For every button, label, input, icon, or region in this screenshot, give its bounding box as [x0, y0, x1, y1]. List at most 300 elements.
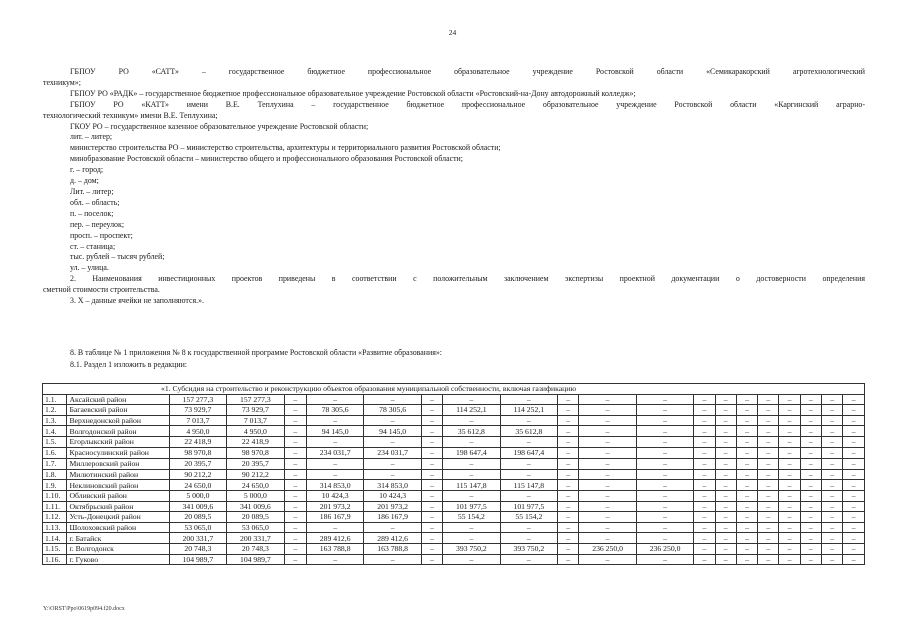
table-row: [43, 459, 865, 470]
table-cell: –: [715, 501, 736, 512]
table-cell: –: [421, 415, 442, 426]
table-cell: –: [715, 459, 736, 470]
table-cell: –: [715, 405, 736, 416]
table-cell: –: [715, 436, 736, 447]
table-cell: –: [421, 554, 442, 565]
table-cell: 236 250,0: [636, 543, 693, 554]
table-cell: –: [800, 415, 821, 426]
table-cell: –: [736, 459, 757, 470]
table-cell: –: [579, 490, 636, 501]
table-cell: –: [800, 512, 821, 523]
table-cell: –: [636, 533, 693, 544]
table-cell: –: [306, 554, 363, 565]
text-line: сметной стоимости строительства.: [43, 285, 160, 295]
table-cell: 98 970,8: [169, 447, 226, 459]
table-cell: –: [821, 522, 842, 533]
table-cell: –: [500, 436, 557, 447]
text-line: ГБПОУ РО «КАТТ» имени В.Е. Теплухина – государственное бюджетное профессиональное образовательное учреждение Ростовской области «Каргинский аграрно-: [70, 99, 865, 109]
text-line: Лит. – литер;: [70, 186, 114, 196]
table-cell: –: [558, 426, 579, 437]
table-cell: –: [579, 426, 636, 437]
table-cell: –: [558, 405, 579, 416]
table-cell: 341 009,6: [227, 501, 284, 512]
table-cell: –: [421, 469, 442, 480]
table-cell: –: [843, 436, 865, 447]
table-cell: –: [579, 522, 636, 533]
table-cell: –: [421, 522, 442, 533]
table-cell: –: [694, 543, 715, 554]
table-cell: –: [636, 415, 693, 426]
table-cell: 20 395,7: [227, 459, 284, 470]
table-cell: –: [421, 512, 442, 523]
table-cell: –: [284, 469, 306, 480]
table-row: [43, 426, 865, 437]
table-cell: –: [715, 480, 736, 491]
table-cell: –: [636, 405, 693, 416]
table-cell: –: [694, 394, 715, 405]
table-cell: –: [364, 469, 421, 480]
table-cell: –: [736, 543, 757, 554]
table-cell: 24 650,0: [227, 480, 284, 491]
table-cell: 20 089,5: [169, 512, 226, 523]
table-cell: –: [800, 405, 821, 416]
table-cell: –: [758, 512, 779, 523]
table-cell: –: [800, 480, 821, 491]
table-cell: 201 973,2: [306, 501, 363, 512]
table-cell: –: [758, 415, 779, 426]
table-cell: 163 788,8: [306, 543, 363, 554]
table-cell: –: [800, 501, 821, 512]
table-row: [43, 394, 865, 405]
table-cell: –: [284, 415, 306, 426]
table-cell: 24 650,0: [169, 480, 226, 491]
table-cell: –: [758, 469, 779, 480]
table-cell: 90 212,2: [227, 469, 284, 480]
table-cell: –: [821, 447, 842, 459]
table-cell: 234 031,7: [306, 447, 363, 459]
table-cell: –: [843, 490, 865, 501]
text-line: технологический техникум» имени В.Е. Теплухина;: [43, 110, 218, 120]
table-cell: 7 013,7: [169, 415, 226, 426]
table-cell: –: [636, 436, 693, 447]
table-cell: –: [284, 533, 306, 544]
table-cell: –: [843, 459, 865, 470]
table-cell: –: [843, 512, 865, 523]
row-number: 1.5.: [43, 436, 67, 447]
table-cell: –: [364, 394, 421, 405]
table-cell: 35 612,8: [500, 426, 557, 437]
row-number: 1.1.: [43, 394, 67, 405]
table-cell: 5 000,0: [227, 490, 284, 501]
table-cell: –: [284, 554, 306, 565]
table-cell: 234 031,7: [364, 447, 421, 459]
table-cell: –: [636, 447, 693, 459]
table-cell: –: [636, 512, 693, 523]
table-cell: –: [821, 426, 842, 437]
row-number: 1.15.: [43, 543, 67, 554]
table-cell: –: [715, 554, 736, 565]
table-row: [43, 436, 865, 447]
table-cell: –: [821, 554, 842, 565]
table-cell: –: [579, 512, 636, 523]
file-path-footer: Y:\ORST\Ppo\0619p094.f20.docx: [43, 606, 125, 612]
table-cell: –: [779, 436, 800, 447]
table-row: [43, 522, 865, 533]
table-cell: –: [500, 522, 557, 533]
row-number: 1.10.: [43, 490, 67, 501]
table-cell: –: [364, 522, 421, 533]
table-cell: –: [558, 522, 579, 533]
table-cell: 20 748,3: [227, 543, 284, 554]
table-cell: –: [636, 554, 693, 565]
table-cell: 73 929,7: [169, 405, 226, 416]
table-cell: –: [736, 415, 757, 426]
table-cell: –: [579, 501, 636, 512]
table-cell: –: [558, 554, 579, 565]
text-line: 8. В таблице № 1 приложения № 8 к государственной программе Ростовской области «Развитие образования»:: [70, 348, 442, 357]
table-cell: –: [758, 501, 779, 512]
table-cell: –: [306, 469, 363, 480]
table-cell: –: [715, 533, 736, 544]
table-cell: –: [421, 480, 442, 491]
text-line: пер. – переулок;: [70, 219, 125, 229]
table-row: [43, 501, 865, 512]
table-cell: –: [694, 459, 715, 470]
table-cell: –: [779, 501, 800, 512]
table-cell: –: [843, 543, 865, 554]
row-number: 1.4.: [43, 426, 67, 437]
table-cell: 157 277,3: [227, 394, 284, 405]
table-cell: 115 147,8: [500, 480, 557, 491]
table-cell: –: [443, 394, 500, 405]
table-cell: –: [443, 522, 500, 533]
table-cell: –: [306, 459, 363, 470]
table-cell: 163 788,8: [364, 543, 421, 554]
table-cell: 10 424,3: [306, 490, 363, 501]
text-line: д. – дом;: [70, 176, 99, 186]
table-cell: –: [694, 480, 715, 491]
table-cell: –: [284, 543, 306, 554]
table-cell: –: [306, 522, 363, 533]
table-cell: 94 145,0: [364, 426, 421, 437]
row-number: 1.8.: [43, 469, 67, 480]
row-number: 1.9.: [43, 480, 67, 491]
table-cell: 157 277,3: [169, 394, 226, 405]
table-cell: –: [800, 543, 821, 554]
table-cell: –: [758, 394, 779, 405]
municipality-name: Аксайский район: [67, 394, 169, 405]
table-cell: 104 989,7: [169, 554, 226, 565]
table-cell: –: [758, 426, 779, 437]
table-cell: –: [779, 405, 800, 416]
table-cell: –: [779, 554, 800, 565]
table-cell: –: [843, 447, 865, 459]
table-cell: –: [558, 543, 579, 554]
table-cell: –: [800, 554, 821, 565]
table-cell: –: [758, 522, 779, 533]
row-number: 1.2.: [43, 405, 67, 416]
table-cell: –: [779, 426, 800, 437]
table-cell: –: [636, 394, 693, 405]
text-line: просп. – проспект;: [70, 230, 133, 240]
table-cell: –: [284, 405, 306, 416]
table-cell: –: [758, 480, 779, 491]
table-cell: –: [800, 436, 821, 447]
text-line: п. – поселок;: [70, 208, 114, 218]
table-cell: 55 154,2: [443, 512, 500, 523]
table-cell: –: [579, 436, 636, 447]
table-row: [43, 554, 865, 565]
table-cell: –: [800, 490, 821, 501]
table-cell: –: [736, 480, 757, 491]
table-cell: 101 977,5: [443, 501, 500, 512]
table-cell: –: [443, 459, 500, 470]
table-cell: –: [821, 459, 842, 470]
table-cell: –: [421, 501, 442, 512]
table-cell: –: [636, 459, 693, 470]
table-cell: –: [758, 554, 779, 565]
table-cell: –: [821, 480, 842, 491]
table-cell: –: [843, 533, 865, 544]
page-number: 24: [448, 28, 457, 37]
table-cell: –: [800, 394, 821, 405]
table-cell: –: [800, 533, 821, 544]
table-cell: –: [715, 415, 736, 426]
table-cell: –: [306, 436, 363, 447]
table-cell: 393 750,2: [500, 543, 557, 554]
table-cell: –: [421, 533, 442, 544]
table-cell: –: [579, 480, 636, 491]
table-cell: –: [779, 522, 800, 533]
table-cell: –: [579, 554, 636, 565]
table-cell: 104 989,7: [227, 554, 284, 565]
table-cell: –: [579, 394, 636, 405]
table-cell: –: [821, 533, 842, 544]
table-cell: –: [558, 415, 579, 426]
table-cell: –: [715, 522, 736, 533]
text-line: ГБПОУ РО «САТТ» – государственное бюджетное профессиональное образовательное учреждение Ростовской области «Семикаракорский агротехнологический: [70, 67, 865, 76]
text-line: ГБПОУ РО «РАДК» – государственное бюджетное профессиональное образовательное учреждение Ростовской области «Ростовский-на-Дону автодорожный колледж»;: [70, 88, 636, 98]
table-cell: –: [736, 426, 757, 437]
subsidy-table: [42, 383, 865, 565]
municipality-name: Обливский район: [67, 490, 169, 501]
table-cell: –: [779, 533, 800, 544]
table-cell: –: [558, 394, 579, 405]
text-line: ст. – станица;: [70, 241, 116, 251]
table-cell: –: [636, 426, 693, 437]
table-cell: 289 412,6: [306, 533, 363, 544]
text-line: лит. – литер;: [70, 132, 113, 142]
table-cell: –: [284, 512, 306, 523]
text-line: г. – город;: [70, 165, 104, 175]
table-cell: 201 973,2: [364, 501, 421, 512]
table-cell: –: [694, 436, 715, 447]
table-cell: –: [636, 490, 693, 501]
table-cell: –: [284, 436, 306, 447]
table-cell: 22 418,9: [227, 436, 284, 447]
table-cell: –: [758, 405, 779, 416]
table-cell: 20 395,7: [169, 459, 226, 470]
table-cell: –: [715, 469, 736, 480]
table-cell: –: [558, 533, 579, 544]
table-cell: –: [736, 533, 757, 544]
table-cell: –: [364, 554, 421, 565]
table-cell: 98 970,8: [227, 447, 284, 459]
table-title: «1. Субсидия на строительство и реконструкцию объектов образования муниципальной собственности, включая газификацию: [43, 384, 865, 395]
table-cell: –: [736, 394, 757, 405]
table-cell: –: [821, 469, 842, 480]
municipality-name: г. Волгодонск: [67, 543, 169, 554]
table-cell: –: [758, 447, 779, 459]
table-cell: –: [758, 490, 779, 501]
table-cell: –: [758, 459, 779, 470]
text-line: министерство строительства РО – министерство строительства, архитектуры и территориального развития Ростовской области;: [70, 143, 501, 153]
table-cell: –: [500, 459, 557, 470]
table-cell: –: [800, 469, 821, 480]
text-line: ул. – улица.: [70, 263, 109, 273]
table-cell: –: [636, 480, 693, 491]
table-cell: 393 750,2: [443, 543, 500, 554]
table-cell: 198 647,4: [500, 447, 557, 459]
table-cell: –: [736, 469, 757, 480]
table-cell: –: [843, 522, 865, 533]
table-cell: –: [736, 512, 757, 523]
table-cell: –: [694, 469, 715, 480]
table-cell: –: [579, 469, 636, 480]
text-line: 3. Х – данные ячейки не заполняются.».: [70, 296, 204, 306]
row-number: 1.14.: [43, 533, 67, 544]
table-cell: 5 000,0: [169, 490, 226, 501]
table-cell: –: [779, 459, 800, 470]
table-cell: 4 950,0: [169, 426, 226, 437]
row-number: 1.11.: [43, 501, 67, 512]
municipality-name: г. Гуково: [67, 554, 169, 565]
table-cell: –: [715, 394, 736, 405]
table-cell: –: [306, 415, 363, 426]
table-cell: 200 331,7: [169, 533, 226, 544]
table-cell: 78 305,6: [364, 405, 421, 416]
table-cell: –: [736, 522, 757, 533]
table-cell: –: [636, 469, 693, 480]
table-cell: –: [821, 436, 842, 447]
table-cell: 314 853,0: [364, 480, 421, 491]
table-cell: –: [558, 501, 579, 512]
table-cell: –: [284, 426, 306, 437]
table-row: [43, 469, 865, 480]
table-row: [43, 447, 865, 459]
table-cell: –: [284, 459, 306, 470]
table-cell: –: [443, 554, 500, 565]
row-number: 1.13.: [43, 522, 67, 533]
table-cell: –: [500, 415, 557, 426]
table-cell: 114 252,1: [443, 405, 500, 416]
text-line: техникум»;: [43, 77, 81, 87]
municipality-name: г. Батайск: [67, 533, 169, 544]
row-number: 1.7.: [43, 459, 67, 470]
table-cell: 198 647,4: [443, 447, 500, 459]
table-cell: –: [779, 415, 800, 426]
table-cell: –: [306, 394, 363, 405]
table-cell: –: [284, 447, 306, 459]
table-row: [43, 533, 865, 544]
table-cell: –: [758, 436, 779, 447]
table-cell: –: [715, 490, 736, 501]
table-cell: 20 089,5: [227, 512, 284, 523]
table-cell: 101 977,5: [500, 501, 557, 512]
text-line: 2. Наименования инвестиционных проектов приведены в соответствии с положительным заключением экспертизы проектной документации о достоверности определения: [70, 274, 865, 284]
table-cell: –: [421, 405, 442, 416]
table-cell: –: [715, 447, 736, 459]
table-cell: 22 418,9: [169, 436, 226, 447]
table-cell: 78 305,6: [306, 405, 363, 416]
row-number: 1.12.: [43, 512, 67, 523]
abbreviations-block: [43, 67, 865, 307]
table-cell: –: [694, 447, 715, 459]
table-cell: –: [843, 426, 865, 437]
table-cell: –: [500, 394, 557, 405]
table-cell: –: [694, 405, 715, 416]
table-cell: –: [843, 394, 865, 405]
table-cell: –: [779, 512, 800, 523]
table-cell: –: [579, 533, 636, 544]
table-cell: 314 853,0: [306, 480, 363, 491]
table-cell: –: [364, 459, 421, 470]
table-cell: –: [843, 415, 865, 426]
table-cell: 115 147,8: [443, 480, 500, 491]
table-cell: –: [779, 543, 800, 554]
table-cell: 94 145,0: [306, 426, 363, 437]
section-instructions: [43, 347, 865, 370]
table-title-row: [43, 384, 865, 395]
table-cell: 35 612,8: [443, 426, 500, 437]
table-cell: –: [443, 533, 500, 544]
table-cell: –: [779, 447, 800, 459]
table-cell: –: [579, 405, 636, 416]
table-cell: –: [421, 543, 442, 554]
municipality-name: Усть-Донецкий район: [67, 512, 169, 523]
table-cell: –: [821, 512, 842, 523]
table-cell: –: [284, 490, 306, 501]
municipality-name: Верхнедонской район: [67, 415, 169, 426]
municipality-name: Милютинский район: [67, 469, 169, 480]
table-cell: –: [843, 480, 865, 491]
table-cell: –: [821, 490, 842, 501]
table-cell: –: [694, 415, 715, 426]
table-cell: –: [558, 447, 579, 459]
municipality-name: Шолоховский район: [67, 522, 169, 533]
table-cell: 7 013,7: [227, 415, 284, 426]
table-cell: –: [843, 501, 865, 512]
table-cell: –: [443, 415, 500, 426]
table-cell: –: [284, 501, 306, 512]
table-cell: –: [364, 415, 421, 426]
table-cell: 20 748,3: [169, 543, 226, 554]
table-cell: –: [800, 426, 821, 437]
text-line: 8.1. Раздел 1 изложить в редакции:: [70, 359, 187, 369]
text-line: ГКОУ РО – государственное казенное образовательное учреждение Ростовской области;: [70, 121, 369, 131]
municipality-name: Красносулинский район: [67, 447, 169, 459]
table-cell: –: [284, 480, 306, 491]
table-cell: 53 065,0: [227, 522, 284, 533]
table-cell: –: [364, 436, 421, 447]
table-cell: –: [821, 394, 842, 405]
table-cell: –: [421, 447, 442, 459]
table-cell: –: [558, 436, 579, 447]
table-cell: 53 065,0: [169, 522, 226, 533]
table-cell: –: [636, 501, 693, 512]
table-cell: –: [579, 447, 636, 459]
table-cell: –: [558, 459, 579, 470]
